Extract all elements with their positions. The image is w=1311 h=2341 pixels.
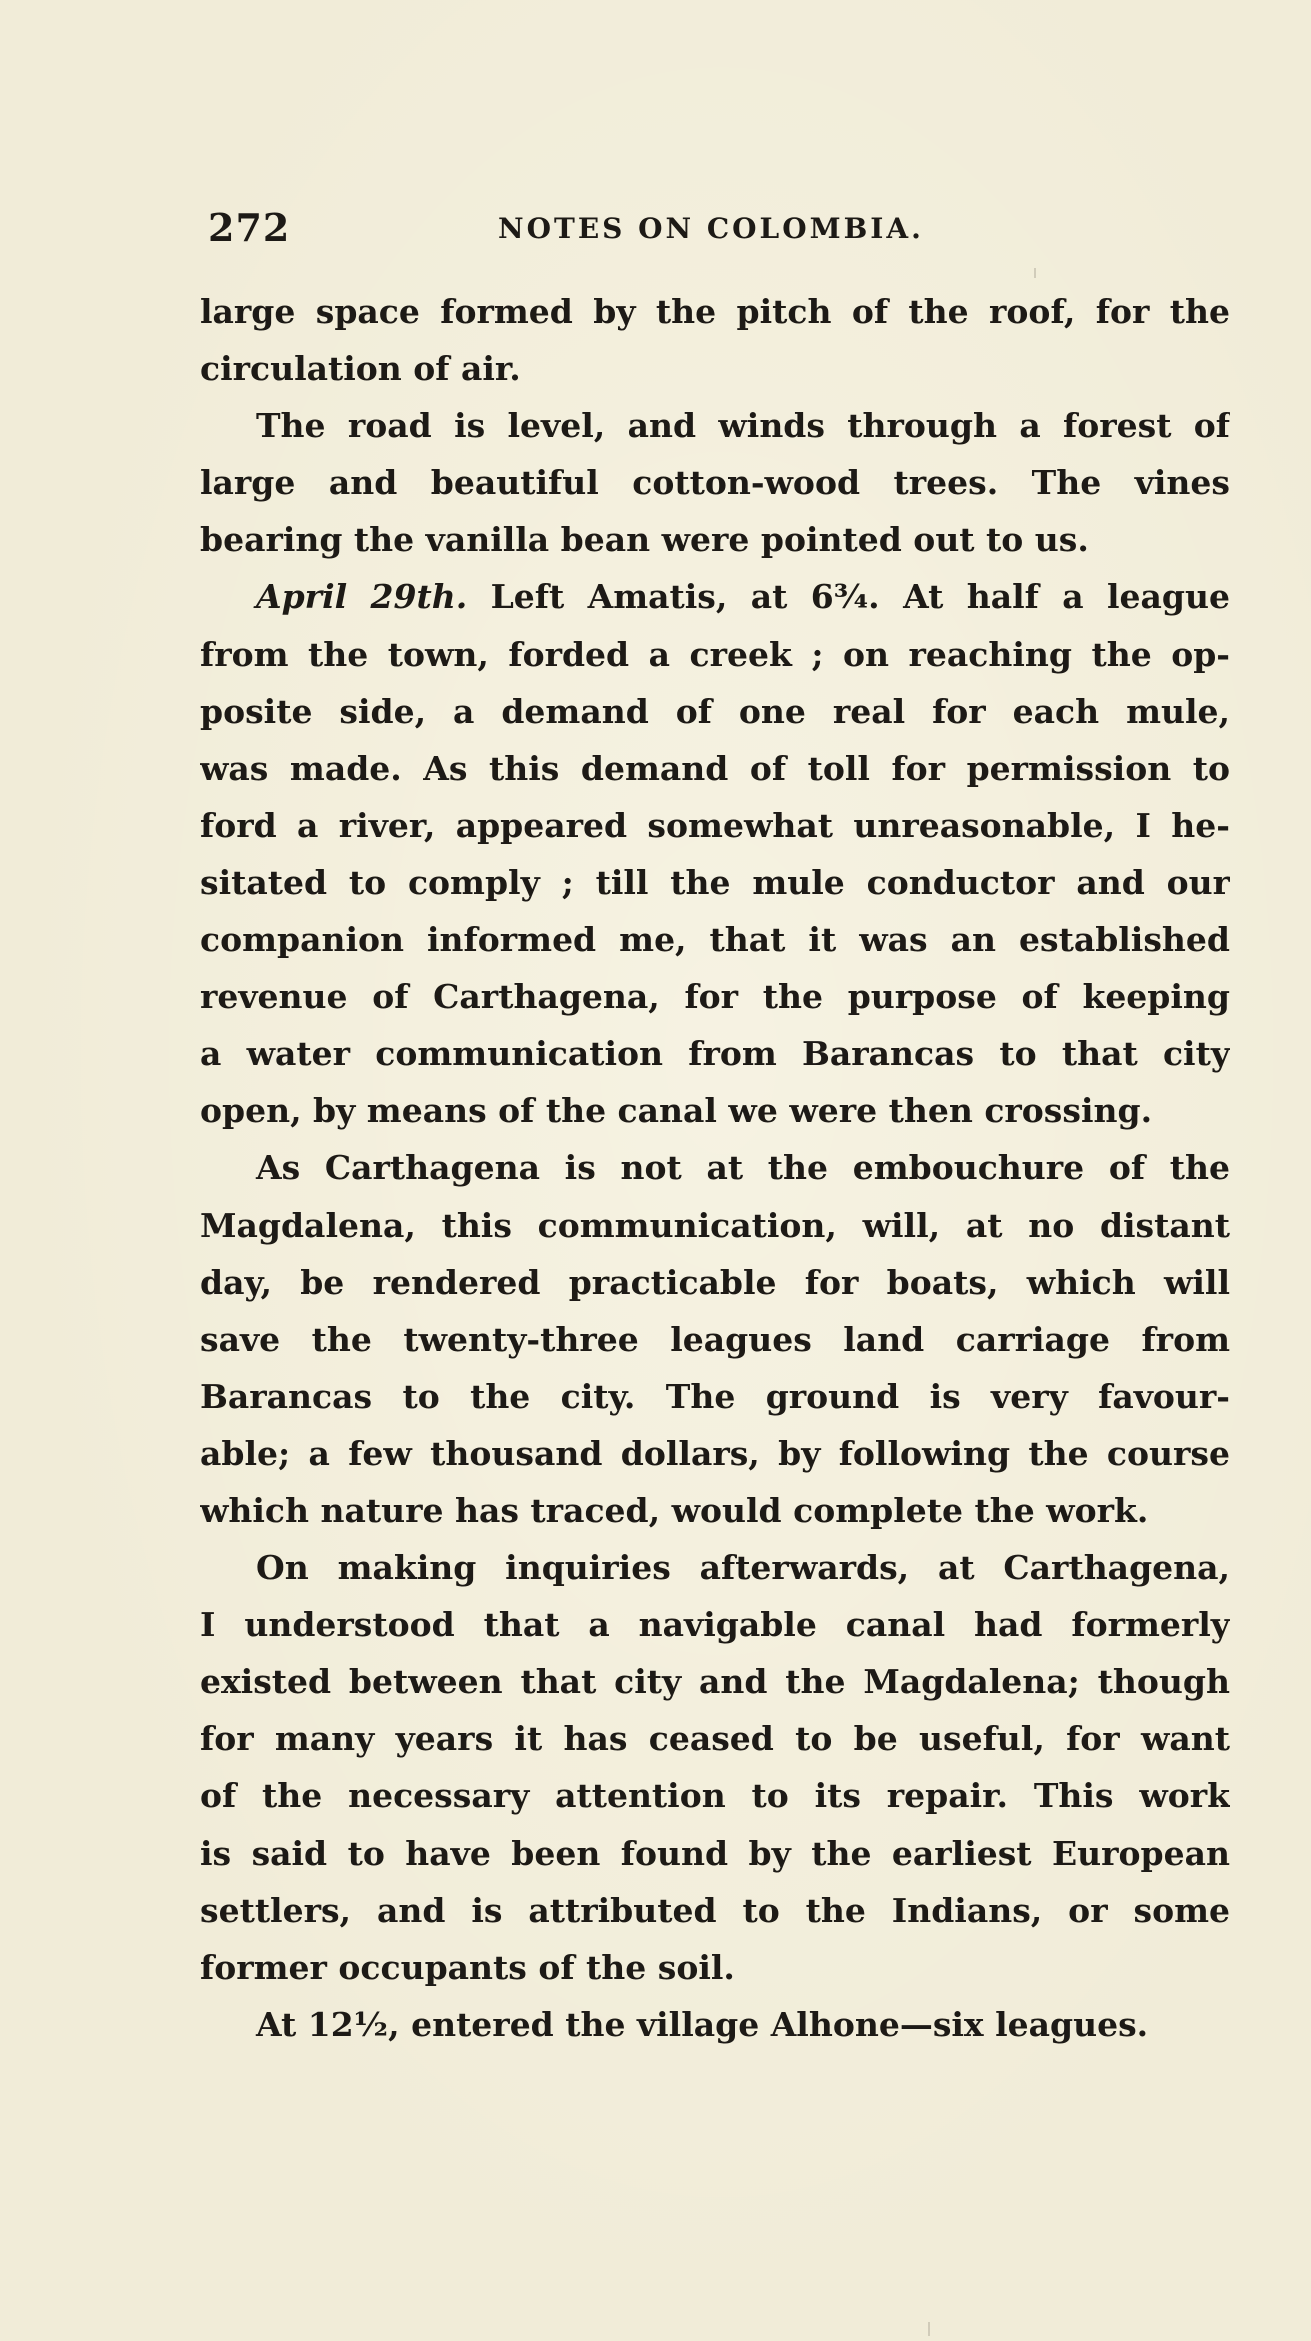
text-line: sitated to comply ; till the mule conductor and our xyxy=(200,862,1230,902)
text-line: ford a river, appeared somewhat unreasonable, I he- xyxy=(200,805,1230,845)
entry-date: April 29th. xyxy=(256,577,468,617)
paragraph xyxy=(200,283,1230,397)
scan-speck xyxy=(928,2322,930,2336)
text-line: open, by means of the canal we were then crossing. xyxy=(200,1091,1153,1131)
page-number: 272 xyxy=(208,205,291,250)
text-line: former occupants of the soil. xyxy=(200,1947,735,1987)
text-line: a water communication from Barancas to that city xyxy=(200,1034,1230,1074)
text-line: On making inquiries afterwards, at Carthagena, xyxy=(256,1548,1230,1588)
text-line-dated xyxy=(200,568,1230,625)
text-line: for many years it has ceased to be useful, for want xyxy=(200,1719,1230,1759)
paragraph xyxy=(200,1539,1230,1996)
text-line: settlers, and is attributed to the Indians, or some xyxy=(200,1890,1230,1930)
text-line: large and beautiful cotton-wood trees. The vines xyxy=(200,463,1230,503)
text-line: able; a few thousand dollars, by following the course xyxy=(200,1433,1230,1473)
text-line: is said to have been found by the earliest European xyxy=(200,1833,1230,1873)
text-line: was made. As this demand of toll for permission to xyxy=(200,748,1230,788)
running-head xyxy=(208,200,1028,256)
text-line: companion informed me, that it was an established xyxy=(200,920,1230,960)
text-line: posite side, a demand of one real for each mule, xyxy=(200,691,1230,731)
text-line: As Carthagena is not at the embouchure of the xyxy=(256,1148,1230,1188)
text-line: bearing the vanilla bean were pointed out to us. xyxy=(200,520,1089,560)
running-title: NOTES ON COLOMBIA. xyxy=(498,212,924,245)
text-line: revenue of Carthagena, for the purpose of keeping xyxy=(200,977,1230,1017)
text-line: At 12½, entered the village Alhone—six leagues. xyxy=(256,2004,1149,2044)
text-line: Barancas to the city. The ground is very favour- xyxy=(200,1376,1230,1416)
text-line: day, be rendered practicable for boats, which will xyxy=(200,1262,1230,1302)
scan-speck xyxy=(1034,268,1036,278)
text-line: existed between that city and the Magdalena; though xyxy=(200,1662,1230,1702)
text-line: The road is level, and winds through a forest of xyxy=(256,406,1230,446)
text-line: from the town, forded a creek ; on reaching the op- xyxy=(200,634,1230,674)
body-text xyxy=(200,283,1230,2053)
text-line: circulation of air. xyxy=(200,349,521,389)
paragraph xyxy=(200,568,1230,1139)
paragraph xyxy=(200,1139,1230,1539)
text-line-rest: Left Amatis, at 6¾. At half a league xyxy=(490,577,1230,617)
paragraph xyxy=(200,397,1230,568)
text-line: save the twenty-three leagues land carriage from xyxy=(200,1319,1230,1359)
text-line: of the necessary attention to its repair. This work xyxy=(200,1776,1230,1816)
text-line: I understood that a navigable canal had formerly xyxy=(200,1605,1230,1645)
text-line: which nature has traced, would complete the work. xyxy=(200,1490,1149,1530)
paragraph xyxy=(200,1996,1230,2053)
text-line: large space formed by the pitch of the roof, for the xyxy=(200,292,1230,331)
text-line: Magdalena, this communication, will, at no distant xyxy=(200,1205,1230,1245)
